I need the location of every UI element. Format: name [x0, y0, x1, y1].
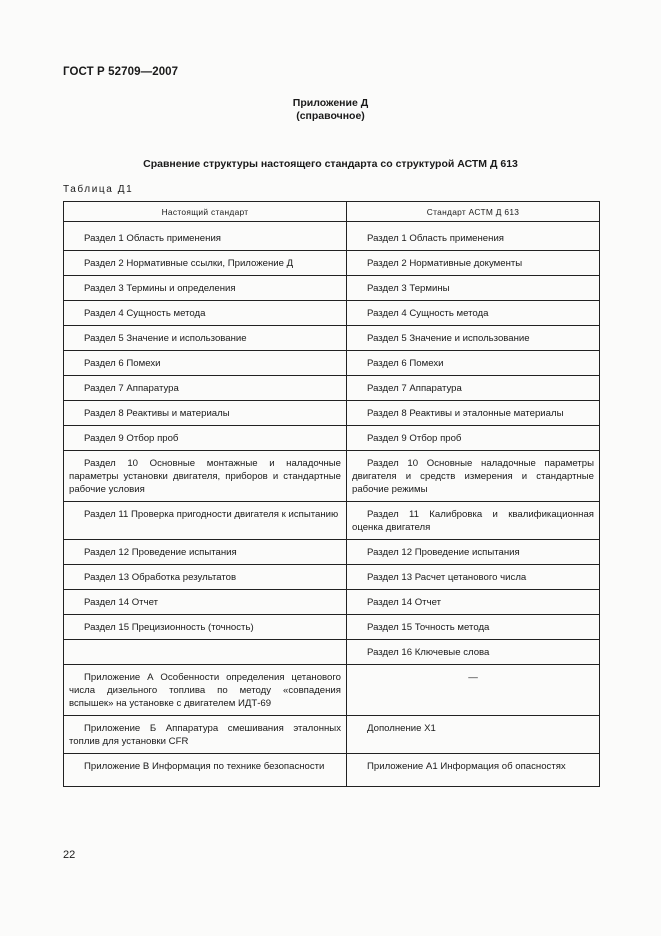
cell-astm-standard: [347, 640, 600, 665]
cell-astm-standard: [347, 451, 600, 502]
cell-astm-standard: [347, 326, 600, 351]
page-number: 22: [63, 849, 76, 861]
cell-this-standard: [64, 376, 347, 401]
table-row: [64, 301, 600, 326]
cell-text: Раздел 5 Значение и использование: [367, 333, 530, 344]
table-header-row: [64, 202, 600, 222]
cell-text: Раздел 7 Аппаратура: [367, 383, 462, 394]
cell-text: Раздел 6 Помехи: [84, 358, 161, 369]
cell-this-standard: [64, 222, 347, 251]
cell-text: Дополнение X1: [367, 723, 436, 734]
cell-astm-standard: [347, 565, 600, 590]
table-row: [64, 251, 600, 276]
table-row: [64, 615, 600, 640]
cell-this-standard: [64, 640, 347, 665]
cell-astm-standard: [347, 615, 600, 640]
cell-astm-standard: [347, 376, 600, 401]
appendix-title: Приложение Д: [292, 97, 369, 109]
cell-text: Раздел 2 Нормативные ссылки, Приложение Д: [84, 258, 294, 269]
cell-text: Раздел 9 Отбор проб: [84, 433, 179, 444]
table-row: [64, 376, 600, 401]
table-row: [64, 426, 600, 451]
table-row: [64, 326, 600, 351]
cell-astm-standard: [347, 716, 600, 754]
table-row: [64, 276, 600, 301]
cell-astm-standard: [347, 590, 600, 615]
cell-this-standard: [64, 615, 347, 640]
cell-this-standard: [64, 326, 347, 351]
cell-text: Раздел 1 Область применения: [367, 233, 504, 244]
cell-astm-standard: [347, 426, 600, 451]
cell-this-standard: [64, 565, 347, 590]
cell-this-standard: [64, 665, 347, 716]
column-header-astm-standard: Стандарт АСТМ Д 613: [347, 202, 600, 222]
cell-text: Приложение В Информация по технике безопасности: [84, 761, 325, 772]
cell-text: Раздел 3 Термины: [367, 283, 450, 294]
cell-text: Раздел 11 Калибровка и квалификационная оценка двигателя: [352, 509, 594, 533]
cell-this-standard: [64, 451, 347, 502]
cell-text: Раздел 15 Точность метода: [367, 622, 490, 633]
cell-this-standard: [64, 251, 347, 276]
cell-text: Раздел 12 Проведение испытания: [84, 547, 237, 558]
cell-astm-standard: [347, 222, 600, 251]
table-row: [64, 451, 600, 502]
cell-text: Раздел 14 Отчет: [367, 597, 441, 608]
cell-astm-standard: [347, 251, 600, 276]
cell-text: Раздел 4 Сущность метода: [84, 308, 206, 319]
cell-astm-standard: [347, 754, 600, 787]
cell-astm-standard: [347, 401, 600, 426]
cell-text: Раздел 12 Проведение испытания: [367, 547, 520, 558]
cell-this-standard: [64, 502, 347, 540]
appendix-subtitle: (справочное): [296, 110, 365, 122]
cell-text: Раздел 8 Реактивы и материалы: [84, 408, 230, 419]
comparison-table: [63, 201, 600, 787]
cell-astm-standard: [347, 276, 600, 301]
table-row: [64, 540, 600, 565]
cell-astm-standard: [347, 301, 600, 326]
cell-this-standard: [64, 301, 347, 326]
cell-text: —: [468, 672, 478, 683]
cell-this-standard: [64, 590, 347, 615]
cell-this-standard: [64, 716, 347, 754]
cell-text: Раздел 13 Расчет цетанового числа: [367, 572, 527, 583]
cell-this-standard: [64, 351, 347, 376]
cell-this-standard: [64, 540, 347, 565]
table-row: [64, 716, 600, 754]
appendix-heading: [0, 97, 661, 123]
cell-astm-standard: [347, 665, 600, 716]
cell-text: Раздел 11 Проверка пригодности двигателя к испытанию: [84, 509, 339, 520]
cell-this-standard: [64, 754, 347, 787]
cell-text: Раздел 4 Сущность метода: [367, 308, 489, 319]
cell-text: Раздел 10 Основные монтажные и наладочные параметры установки двигателя, приборов и стандартные рабочие условия: [69, 458, 341, 495]
section-title: Сравнение структуры настоящего стандарта со структурой АСТМ Д 613: [143, 158, 518, 170]
table-row: [64, 351, 600, 376]
table-row: [64, 590, 600, 615]
cell-text: Раздел 3 Термины и определения: [84, 283, 236, 294]
cell-text: Раздел 8 Реактивы и эталонные материалы: [367, 408, 564, 419]
cell-text: Раздел 7 Аппаратура: [84, 383, 179, 394]
cell-this-standard: [64, 401, 347, 426]
cell-astm-standard: [347, 502, 600, 540]
table-row: [64, 665, 600, 716]
cell-text: Раздел 1 Область применения: [84, 233, 221, 244]
cell-text: Приложение А1 Информация об опасностях: [367, 761, 566, 772]
table-row: [64, 565, 600, 590]
table-row: [64, 222, 600, 251]
cell-text: Приложение Б Аппаратура смешивания эталонных топлив для установки CFR: [69, 723, 341, 747]
document-id: ГОСТ Р 52709—2007: [63, 66, 179, 78]
cell-text: Раздел 2 Нормативные документы: [367, 258, 523, 269]
cell-this-standard: [64, 426, 347, 451]
table-label: Таблица Д1: [63, 184, 134, 195]
column-header-this-standard: Настоящий стандарт: [64, 202, 347, 222]
cell-text: Раздел 13 Обработка результатов: [84, 572, 237, 583]
cell-astm-standard: [347, 540, 600, 565]
cell-text: Раздел 16 Ключевые слова: [367, 647, 490, 658]
table-row: [64, 640, 600, 665]
cell-text: Раздел 14 Отчет: [84, 597, 158, 608]
cell-this-standard: [64, 276, 347, 301]
cell-text: Раздел 10 Основные наладочные параметры двигателя и средств измерения и стандартные рабочие режимы: [352, 458, 594, 495]
table-row: [64, 401, 600, 426]
table-row: [64, 754, 600, 787]
cell-text: Раздел 5 Значение и использование: [84, 333, 247, 344]
cell-astm-standard: [347, 351, 600, 376]
cell-text: Раздел 9 Отбор проб: [367, 433, 462, 444]
cell-text: Раздел 6 Помехи: [367, 358, 444, 369]
table-row: [64, 502, 600, 540]
cell-text: Приложение А Особенности определения цетанового числа дизельного топлива по методу «совпадения вспышек» на установке с двигателем ИДТ-69: [69, 672, 341, 709]
cell-text: Раздел 15 Прецизионность (точность): [84, 622, 254, 633]
